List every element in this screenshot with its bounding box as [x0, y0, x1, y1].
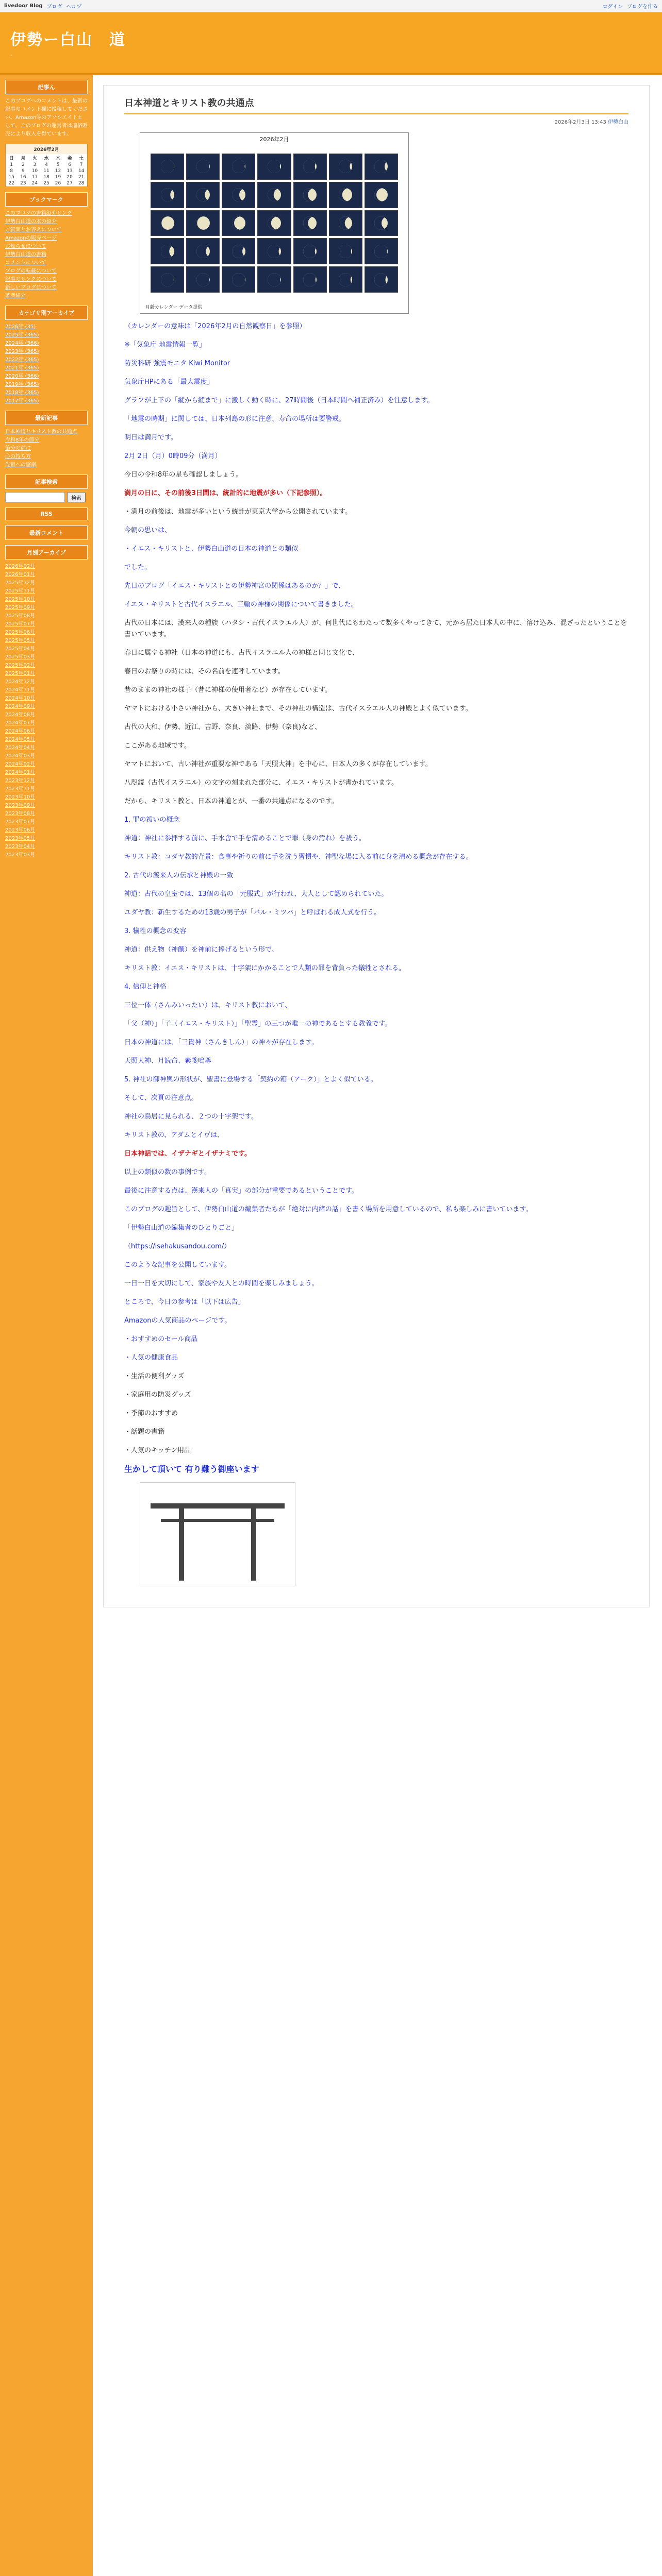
- recent-list: [5, 428, 88, 469]
- sidebar-calendar: [5, 144, 88, 187]
- moon-phase-cell: [186, 266, 220, 293]
- post-date: 2026年2月3日 13:43: [554, 120, 606, 125]
- moon-icon: [339, 273, 352, 286]
- calendar-day[interactable]: 5: [56, 162, 60, 167]
- post-paragraph: 春日のお祭りの時には、その名前を連呼しています。: [124, 668, 285, 675]
- archive-heading: 月別アーカイブ: [5, 545, 88, 560]
- archive-link[interactable]: 2023年03月: [5, 852, 36, 858]
- calendar-day[interactable]: 26: [55, 181, 61, 186]
- moon-phase-cell: [293, 182, 327, 208]
- post-paragraph: 古代の大和、伊勢、近江、吉野、奈良、淡路、伊勢（奈良)など、: [124, 723, 322, 731]
- moon-icon: [374, 245, 388, 258]
- moon-calendar-footer: 月齢カレンダー データ提供: [145, 305, 203, 310]
- archive-list: [5, 563, 88, 859]
- moon-phase-cell: [257, 154, 291, 180]
- moon-icon: [196, 188, 210, 201]
- post-paragraph: 満月の日に、その前後3日間は、統計的に地震が多い（下記参照）。: [124, 489, 327, 497]
- calendar-day[interactable]: 25: [43, 181, 49, 186]
- moon-phase-cell: [329, 182, 362, 208]
- post-paragraph: 天照大神、月読命、素戔嗚尊: [124, 1057, 212, 1065]
- bookmark-link[interactable]: 伊勢白山道の本の紹介: [5, 219, 57, 225]
- post-paragraph: 神道：古代の皇室では、13個の名の「元服式」が行われ、大人として認められていた。: [124, 890, 388, 898]
- moon-phase-cell: [222, 182, 255, 208]
- rss-heading: RSS: [5, 507, 88, 520]
- post-paragraph: 春日に属する神社（日本の神道にも、古代イスラエル人の神様と同じ文化で、: [124, 649, 359, 657]
- calendar-day[interactable]: 4: [45, 162, 48, 167]
- calendar-day[interactable]: 23: [20, 181, 26, 186]
- archive-link[interactable]: 2024年09月: [5, 704, 36, 709]
- post-paragraph: 今朝の思いは、: [124, 527, 172, 534]
- moon-phase-cell: [365, 210, 398, 236]
- moon-icon: [303, 160, 317, 173]
- moon-icon: [196, 245, 210, 258]
- post-paragraph: 5. 神社の御神輿の形状が、聖書に登場する「契約の箱（アーク）」とよく似ている。: [124, 1076, 377, 1083]
- calendar-day[interactable]: 11: [43, 168, 49, 174]
- post-paragraph: 神社の鳥居に見られる、２つの十字架です。: [124, 1113, 258, 1121]
- archive-link[interactable]: 2025年05月: [5, 638, 36, 643]
- post-paragraph: （https://isehakusandou.com/）: [124, 1243, 231, 1250]
- profile-heading: 記事ん: [5, 80, 88, 94]
- archive-link[interactable]: 2024年04月: [5, 745, 36, 751]
- moon-icon: [268, 188, 281, 201]
- archive-link[interactable]: 2023年10月: [5, 794, 36, 800]
- toolbar-links: [47, 2, 82, 10]
- moon-phase-cell: [222, 210, 255, 236]
- category-link[interactable]: 2019年 (365): [5, 382, 39, 387]
- bookmarks-heading: ブックマーク: [5, 192, 88, 207]
- post-paragraph: 今日の令和8年の星も確認しましょう。: [124, 471, 243, 479]
- search-input[interactable]: [5, 492, 65, 502]
- moon-icon: [339, 160, 352, 173]
- moon-phase-cell: [365, 154, 398, 180]
- post-paragraph: ヤマトにおける小さい神社から、大きい神社まで、その神社の構造は、古代イスラエル人の神殿とよく似ています。: [124, 705, 472, 713]
- post-paragraph: 八咫鏡（古代イスラエル）の文字の刻まれた部分に、イエス・キリストが書かれています。: [124, 779, 399, 787]
- moon-phase-cell: [293, 238, 327, 264]
- archive-link[interactable]: 2025年11月: [5, 588, 36, 594]
- post-paragraph: 2. 古代の渡来人の伝承と神殿の一致: [124, 872, 234, 879]
- category-link[interactable]: 2022年 (365): [5, 357, 39, 363]
- moon-icon: [232, 273, 245, 286]
- moon-phase-cell: [151, 210, 184, 236]
- moon-phase-cell: [186, 210, 220, 236]
- moon-phase-cell: [329, 238, 362, 264]
- blog-header: [0, 12, 662, 75]
- calendar-weekday: 火: [32, 156, 37, 161]
- archive-link[interactable]: 2024年12月: [5, 679, 36, 685]
- recent-post-link[interactable]: 心の持ち方: [5, 454, 31, 460]
- post-paragraph: イエス・キリストと古代イスラエル、三輪の神様の関係について書きました。: [124, 601, 358, 608]
- search-form: [5, 492, 88, 502]
- archive-link[interactable]: 2023年04月: [5, 844, 36, 850]
- post-paragraph: 防災科研 強震モニタ Kiwi Monitor: [124, 360, 230, 367]
- calendar-title: 2026年2月: [6, 144, 87, 154]
- archive-link[interactable]: 2025年10月: [5, 597, 36, 602]
- archive-link[interactable]: 2025年04月: [5, 646, 36, 652]
- post-paragraph: 日本神話では、イザナギとイザナミです。: [124, 1150, 251, 1158]
- moon-icon: [161, 273, 174, 286]
- moon-phase-cell: [151, 182, 184, 208]
- archive-link[interactable]: 2025年02月: [5, 663, 36, 668]
- recent-post-link[interactable]: 令和8年の節分: [5, 437, 40, 443]
- post-paragraph: ・おすすめのセール商品: [124, 1335, 198, 1343]
- calendar-day[interactable]: 12: [55, 168, 61, 174]
- moon-icon: [268, 160, 281, 173]
- post-paragraph: ところで、今日の参考は「以下は広告」: [124, 1298, 245, 1306]
- archive-link[interactable]: 2024年02月: [5, 761, 36, 767]
- bookmark-link[interactable]: Amazonの販売ページ: [5, 235, 57, 241]
- main-article: [103, 85, 650, 1607]
- bookmark-link[interactable]: 伊勢白山道の書籍: [5, 252, 46, 258]
- calendar-day[interactable]: 17: [31, 175, 38, 180]
- post-paragraph: ・話題の書籍: [124, 1428, 165, 1436]
- calendar-weekday: 金: [67, 156, 72, 161]
- post-paragraph: 「父（神）」「子（イエス・キリスト）」「聖霊」の三つが唯一の神であるとする教義です。: [124, 1020, 392, 1028]
- moon-phase-cell: [257, 238, 291, 264]
- calendar-day[interactable]: 8: [10, 168, 13, 174]
- post-paragraph: ・家庭用の防災グッズ: [124, 1391, 191, 1399]
- post-paragraph: キリスト教：イエス・キリストは、十字架にかかることで人類の罪を背負った犠牲とされる。: [124, 964, 405, 972]
- torii-diagram: [140, 1482, 295, 1586]
- archive-link[interactable]: 2024年11月: [5, 687, 36, 693]
- moon-phase-cell: [151, 238, 184, 264]
- moon-calendar-title: 2026年2月: [259, 136, 289, 143]
- archive-link[interactable]: 2026年01月: [5, 572, 36, 578]
- category-link[interactable]: 2026年 (35): [5, 324, 36, 330]
- post-paragraph: 「地震の時期」に関しては、日本列島の形に注意、寿命の場所は要警戒。: [124, 415, 346, 423]
- moon-icon: [268, 245, 281, 258]
- bookmark-link[interactable]: お知らせについて: [5, 244, 46, 249]
- calendar-day[interactable]: 10: [31, 168, 38, 174]
- post-paragraph: 先日のブログ「イエス・キリストとの伊勢神宮の関係はあるのか？」で、: [124, 582, 345, 590]
- bookmark-link[interactable]: 新しいブログについて: [5, 285, 57, 291]
- category-link[interactable]: 2018年 (365): [5, 390, 39, 396]
- post-paragraph: ・生活の便利グッズ: [124, 1372, 185, 1380]
- post-paragraph: 三位一体（さんみいったい）は、キリスト教において、: [124, 1002, 292, 1009]
- post-paragraph: 神道：神社に参拝する前に、手水舎で手を清めることで罪（身の汚れ）を祓う。: [124, 835, 366, 842]
- post-paragraph: 3. 犠牲の概念の変容: [124, 927, 187, 935]
- toolbar-link-blog[interactable]: ブログ: [46, 4, 62, 10]
- category-list: [5, 323, 88, 405]
- post-paragraph: 古代の日本には、漢来人の種族（ハタシ・古代イスラエル人）が、何世代にもわたって数多くやってきて、元から居た日本人の中に、溶け込み、混ざったということを書いています。: [124, 619, 627, 638]
- post-title[interactable]: 日本神道とキリスト教の共通点: [124, 96, 628, 114]
- archive-link[interactable]: 2025年06月: [5, 630, 36, 635]
- calendar-day[interactable]: 22: [8, 181, 14, 186]
- calendar-day[interactable]: 20: [67, 175, 73, 180]
- post-paragraph: Amazonの人気商品のページです。: [124, 1317, 231, 1325]
- moon-icon: [374, 188, 388, 201]
- post-paragraph: 日本の神道には、「三貴神（さんきしん）」の神々が存在します。: [124, 1039, 318, 1046]
- moon-phase-cell: [186, 182, 220, 208]
- moon-icon: [339, 216, 352, 230]
- moon-calendar-image: [140, 132, 409, 314]
- archive-link[interactable]: 2025年07月: [5, 621, 36, 627]
- moon-icon: [232, 245, 245, 258]
- moon-phase-cell: [329, 210, 362, 236]
- moon-icon: [161, 245, 174, 258]
- moon-icon: [339, 245, 352, 258]
- moon-icon: [303, 245, 317, 258]
- calendar-day[interactable]: 19: [55, 175, 61, 180]
- moon-phase-cell: [365, 266, 398, 293]
- post-paragraph: 気象庁HPにある「最大震度」: [124, 378, 214, 386]
- post-paragraph: 最後に注意する点は、漢来人の「真実」の部分が重要であるということです。: [124, 1187, 358, 1195]
- archive-link[interactable]: 2025年08月: [5, 613, 36, 619]
- post-paragraph: キリスト教の、アダムとイヴは、: [124, 1131, 224, 1139]
- post-paragraph: ここがある地域です。: [124, 742, 191, 750]
- moon-icon: [339, 188, 352, 201]
- calendar-day[interactable]: 27: [67, 181, 73, 186]
- archive-link[interactable]: 2023年09月: [5, 803, 36, 808]
- archive-link[interactable]: 2023年08月: [5, 811, 36, 817]
- calendar-day[interactable]: 18: [43, 175, 49, 180]
- post-paragraph: このブログの趣旨として、伊勢白山道の編集者たちが「絶対に内緒の話」を書く場所を用意しているので、私も楽しみに書いています。: [124, 1206, 533, 1213]
- moon-phase-cell: [186, 154, 220, 180]
- moon-phase-cell: [257, 182, 291, 208]
- post-paragraph: 1. 罪の祓いの概念: [124, 816, 180, 824]
- moon-icon: [196, 273, 210, 286]
- post-meta: [124, 117, 628, 125]
- recent-post-link[interactable]: 日本神道とキリスト教の共通点: [5, 429, 77, 435]
- bookmark-link[interactable]: ブログの転載について: [5, 268, 57, 274]
- torii-nuki: [161, 1519, 274, 1522]
- post-paragraph: ヤマトにおいて、古い神社が重要な神である「天照大神」を中心に、日本人の多くが存在しています。: [124, 760, 432, 768]
- recent-post-link[interactable]: 先祖への感謝: [5, 462, 36, 468]
- archive-link[interactable]: 2023年05月: [5, 836, 36, 841]
- category-link[interactable]: 2020年 (366): [5, 374, 39, 379]
- post-paragraph: 以上の類似の数の事例です。: [124, 1168, 211, 1176]
- moon-phase-cell: [329, 154, 362, 180]
- moon-icon: [232, 188, 245, 201]
- moon-phase-cell: [222, 238, 255, 264]
- toolbar-link-help[interactable]: ヘルプ: [66, 4, 82, 10]
- archive-link[interactable]: 2024年03月: [5, 753, 36, 759]
- archive-link[interactable]: 2023年06月: [5, 827, 36, 833]
- moon-icon: [161, 216, 174, 230]
- post-paragraph: ・満月の前後は、地震が多いという統計が東京大学から公開されています。: [124, 508, 352, 516]
- archive-link[interactable]: 2024年05月: [5, 737, 36, 742]
- calendar-day[interactable]: 3: [33, 162, 37, 167]
- post-paragraph: 明日は満月です。: [124, 434, 177, 442]
- moon-phase-cell: [257, 210, 291, 236]
- calendar-day[interactable]: 1: [10, 162, 13, 167]
- calendar-day[interactable]: 13: [67, 168, 73, 174]
- post-paragraph: だから、キリスト教と、日本の神道とが、一番の共通点になるのです。: [124, 798, 338, 805]
- post-author[interactable]: 伊勢白山: [608, 120, 628, 125]
- archive-link[interactable]: 2025年12月: [5, 580, 36, 586]
- post-paragraph: そして、次頁の注意点。: [124, 1094, 198, 1102]
- post-paragraph: ・季節のおすすめ: [124, 1410, 178, 1417]
- moon-icon: [303, 188, 317, 201]
- archive-link[interactable]: 2024年07月: [5, 720, 36, 726]
- post-paragraph: （カレンダーの意味は「2026年2月の自然観察日」を参照）: [124, 323, 306, 330]
- top-toolbar: [0, 0, 662, 12]
- comments-heading: 最新コメント: [5, 526, 88, 540]
- moon-icon: [161, 188, 174, 201]
- torii-pillar-left: [179, 1509, 184, 1581]
- bookmark-link[interactable]: 記事のリンクについて: [5, 277, 57, 282]
- calendar-day[interactable]: 7: [79, 162, 83, 167]
- moon-icon: [232, 160, 245, 173]
- archive-link[interactable]: 2024年08月: [5, 712, 36, 718]
- moon-icon: [196, 160, 210, 173]
- post-paragraph: ・人気のキッチン用品: [124, 1447, 191, 1454]
- archive-link[interactable]: 2023年07月: [5, 819, 36, 825]
- calendar-weekday: 木: [56, 156, 61, 161]
- moon-icon: [161, 160, 174, 173]
- moon-phase-cell: [365, 238, 398, 264]
- category-link[interactable]: 2023年 (365): [5, 349, 39, 354]
- calendar-day[interactable]: 28: [78, 181, 85, 186]
- post-paragraph: 4. 信仰と神格: [124, 983, 167, 991]
- moon-phase-cell: [222, 154, 255, 180]
- moon-icon: [374, 273, 388, 286]
- moon-phase-cell: [222, 266, 255, 293]
- moon-phase-cell: [293, 210, 327, 236]
- post-paragraph: 2月 2日（月）0時09分（満月）: [124, 452, 222, 460]
- calendar-table: [6, 154, 87, 187]
- post-paragraph: グラフが上下の「縦から縦まで」に激しく動く時に、27時間後（日本時間へ補正済み）を注意します。: [124, 397, 434, 404]
- calendar-day[interactable]: 2: [21, 162, 25, 167]
- moon-icon: [268, 273, 281, 286]
- calendar-weekday: 水: [44, 156, 49, 161]
- calendar-weekday: 月: [21, 156, 26, 161]
- category-link[interactable]: 2017年 (365): [5, 398, 39, 404]
- post-body: [124, 321, 628, 1475]
- brand-logo[interactable]: livedoor Blog: [4, 3, 43, 9]
- bookmark-link[interactable]: ご質問とお答えについて: [5, 227, 62, 233]
- calendar-weekday: 日: [9, 156, 14, 161]
- archive-link[interactable]: 2023年11月: [5, 786, 36, 792]
- moon-phase-cell: [329, 266, 362, 293]
- post-paragraph: でした。: [124, 564, 152, 571]
- moon-phase-cell: [186, 238, 220, 264]
- calendar-day[interactable]: 24: [31, 181, 38, 186]
- moon-phase-cell: [257, 266, 291, 293]
- moon-phase-cell: [293, 154, 327, 180]
- archive-link[interactable]: 2023年12月: [5, 778, 36, 784]
- post-paragraph: 昔のままの神社の様子（昔に神様の使用者など）が存在しています。: [124, 686, 332, 694]
- post-paragraph: 生かして頂いて 有り難う御座います: [124, 1464, 259, 1474]
- recent-post-link[interactable]: 節分の前に: [5, 446, 31, 451]
- category-link[interactable]: 2024年 (366): [5, 341, 39, 346]
- post-paragraph: ユダヤ教：新生するための13歳の男子が「バル・ミツバ」と呼ばれる成人式を行う。: [124, 909, 381, 917]
- post-paragraph: このような記事を公開しています。: [124, 1261, 231, 1269]
- calendar-day[interactable]: 9: [21, 168, 25, 174]
- archive-link[interactable]: 2026年02月: [5, 564, 36, 569]
- post-paragraph: ※「気象庁 地震情報一覧」: [124, 341, 206, 349]
- search-heading: 記事検索: [5, 474, 88, 489]
- moon-phase-cell: [151, 266, 184, 293]
- calendar-day[interactable]: 14: [78, 168, 85, 174]
- category-link[interactable]: 2025年 (365): [5, 332, 39, 338]
- bookmark-link[interactable]: コメントについて: [5, 260, 46, 266]
- archive-link[interactable]: 2024年01月: [5, 770, 36, 775]
- archive-link[interactable]: 2025年03月: [5, 654, 36, 660]
- recent-heading: 最新記事: [5, 411, 88, 425]
- calendar-day[interactable]: 15: [8, 175, 14, 180]
- bookmark-link[interactable]: このブログの書籍紹介リンク: [5, 211, 72, 216]
- archive-link[interactable]: 2025年01月: [5, 671, 36, 676]
- post-paragraph: 「伊勢白山道の編集者のひとりごと」: [124, 1224, 239, 1232]
- toolbar-right: [603, 2, 658, 10]
- post-paragraph: ・人気の健康食品: [124, 1354, 178, 1362]
- profile-text: このブログへのコメントは、最新の記事のコメント欄に投稿してください。Amazon等のアソシエイトとして、このブログの運営者は適格販売により収入を得ています。: [5, 98, 88, 137]
- create-blog-link[interactable]: ブログを作る: [627, 4, 658, 10]
- archive-link[interactable]: 2024年06月: [5, 728, 36, 734]
- calendar-day[interactable]: 6: [68, 162, 71, 167]
- moon-icon: [268, 216, 281, 230]
- moon-icon: [303, 273, 317, 286]
- moon-icon: [303, 216, 317, 230]
- moon-icon: [374, 216, 388, 230]
- login-link[interactable]: ログイン: [602, 4, 623, 10]
- moon-grid: [151, 154, 398, 293]
- calendar-day[interactable]: 16: [20, 175, 26, 180]
- post-paragraph: 一日一日を大切にして、家族や友人との時間を楽しみましょう。: [124, 1280, 319, 1287]
- calendar-day[interactable]: 21: [78, 175, 85, 180]
- archive-link[interactable]: 2024年10月: [5, 696, 36, 701]
- calendar-weekday: 土: [79, 156, 84, 161]
- category-link[interactable]: 2021年 (365): [5, 365, 39, 371]
- moon-phase-cell: [151, 154, 184, 180]
- search-button[interactable]: 検索: [67, 492, 86, 502]
- archive-link[interactable]: 2025年09月: [5, 605, 36, 611]
- category-heading: カテゴリ別アーカイブ: [5, 306, 88, 320]
- post-paragraph: キリスト教：コダヤ教的背景：食事や祈りの前に手を洗う習慣や、神聖な場に入る前に身を清める概念が存在する。: [124, 853, 473, 861]
- bookmark-link[interactable]: 著者紹介: [5, 293, 26, 299]
- torii-kasagi: [151, 1503, 285, 1509]
- blog-description: -: [10, 52, 12, 58]
- post-paragraph: ・イエス・キリストと、伊勢白山道の日本の神道との類似: [124, 545, 299, 553]
- moon-icon: [374, 160, 388, 173]
- blog-title[interactable]: 伊勢ー白山 道: [10, 31, 126, 49]
- moon-icon: [232, 216, 245, 230]
- torii-pillar-right: [251, 1509, 256, 1581]
- bookmark-list: [5, 210, 88, 300]
- sidebar: [0, 75, 93, 2576]
- moon-phase-cell: [293, 266, 327, 293]
- moon-icon: [196, 216, 210, 230]
- moon-phase-cell: [365, 182, 398, 208]
- post-paragraph: 神道：供え物（神饌）を神前に捧げるという形で、: [124, 946, 278, 954]
